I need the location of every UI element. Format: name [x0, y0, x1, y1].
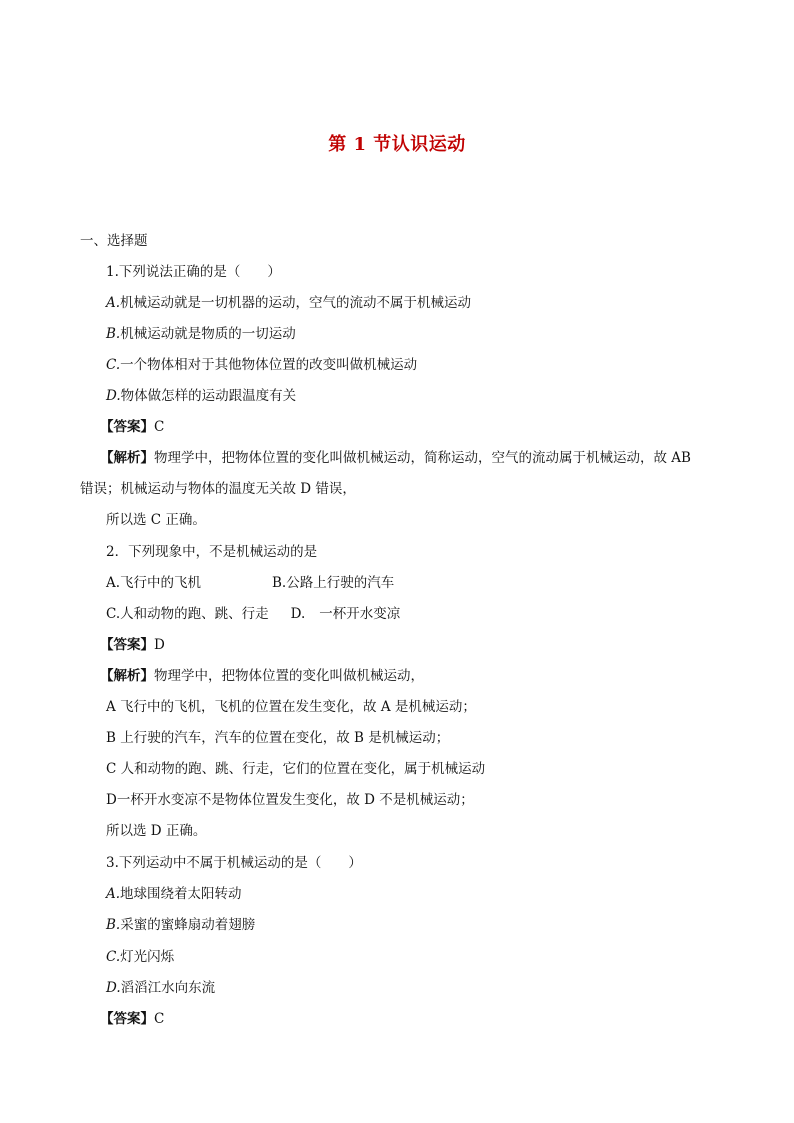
q2-option-a: A.飞行中的飞机 — [106, 575, 202, 591]
option-label: B. — [106, 917, 121, 933]
option-label: A. — [106, 886, 121, 902]
q2-option-b: B.公路上行驶的汽车 — [272, 575, 395, 591]
answer-value: C — [154, 419, 165, 435]
option-text: 机械运动就是一切机器的运动，空气的流动不属于机械运动 — [120, 295, 472, 311]
answer-value: C — [154, 1011, 165, 1027]
option-text: 一个物体相对于其他物体位置的改变叫做机械运动 — [120, 357, 418, 373]
q2-analysis-line4: C 人和动物的跑、跳、行走，它们的位置在变化，属于机械运动 — [106, 761, 486, 777]
analysis-tag: 【解析】 — [100, 668, 154, 684]
option-text: 采蜜的蜜蜂扇动着翅膀 — [120, 917, 256, 933]
option-text: 机械运动就是物质的一切运动 — [120, 326, 296, 342]
option-label: C. — [106, 357, 121, 373]
option-label: C. — [106, 949, 121, 965]
q1-answer — [100, 418, 164, 436]
option-text: 灯光闪烁 — [120, 949, 175, 965]
analysis-text: 物理学中，把物体位置的变化叫做机械运动， — [154, 668, 424, 684]
option-text: 物体做怎样的运动跟温度有关 — [120, 388, 297, 404]
q3-stem: 3.下列运动中不属于机械运动的是（ ） — [106, 855, 362, 871]
q2-analysis-line5: D一杯开水变凉不是物体位置发生变化，故 D 不是机械运动； — [106, 792, 474, 808]
q2-options-row1 — [106, 574, 506, 592]
q1-conclusion: 所以选 C 正确。 — [106, 512, 206, 528]
answer-tag: 【答案】 — [100, 419, 154, 435]
option-text: 滔滔江水向东流 — [120, 980, 216, 996]
q2-answer — [100, 636, 165, 654]
q1-option-b — [106, 325, 296, 343]
analysis-text: 物理学中，把物体位置的变化叫做机械运动，简称运动，空气的流动属于机械运动，故 AB — [154, 450, 691, 466]
q2-conclusion: 所以选 D 正确。 — [106, 823, 207, 839]
section-heading: 一、选择题 — [80, 233, 148, 249]
option-text: 地球围绕着太阳转动 — [120, 886, 242, 902]
q3-option-d — [106, 979, 215, 997]
answer-value: D — [154, 637, 165, 653]
q2-options-row2 — [106, 605, 400, 623]
q1-analysis-line1 — [100, 449, 691, 467]
q2-analysis-line2: A 飞行中的飞机，飞机的位置在发生变化，故 A 是机械运动； — [106, 699, 476, 715]
q1-analysis-line2: 错误；机械运动与物体的温度无关故 D 错误， — [80, 481, 356, 497]
q1-option-a — [106, 294, 471, 312]
q2-stem: 2．下列现象中，不是机械运动的是 — [106, 544, 318, 560]
q2-analysis-line1 — [100, 667, 424, 685]
q3-option-a — [106, 885, 242, 903]
answer-tag: 【答案】 — [100, 637, 154, 653]
answer-tag: 【答案】 — [100, 1011, 154, 1027]
q2-option-c: C.人和动物的跑、跳、行走 — [106, 606, 269, 622]
option-label: A. — [106, 295, 121, 311]
analysis-tag: 【解析】 — [100, 450, 154, 466]
q1-stem: 1.下列说法正确的是（ ） — [106, 264, 281, 280]
q2-option-d-label: D. — [290, 606, 306, 622]
option-label: D. — [106, 388, 121, 404]
option-label: B. — [106, 326, 121, 342]
q2-option-d-text: 一杯开水变凉 — [319, 606, 401, 622]
q3-option-b — [106, 916, 255, 934]
option-label: D. — [106, 980, 121, 996]
q3-answer — [100, 1010, 164, 1028]
q2-analysis-line3: B 上行驶的汽车，汽车的位置在变化，故 B 是机械运动； — [106, 730, 450, 746]
q1-option-d — [106, 387, 296, 405]
q1-option-c — [106, 356, 417, 374]
q3-option-c — [106, 948, 174, 966]
page-title: 第 1 节认识运动 — [328, 134, 466, 155]
